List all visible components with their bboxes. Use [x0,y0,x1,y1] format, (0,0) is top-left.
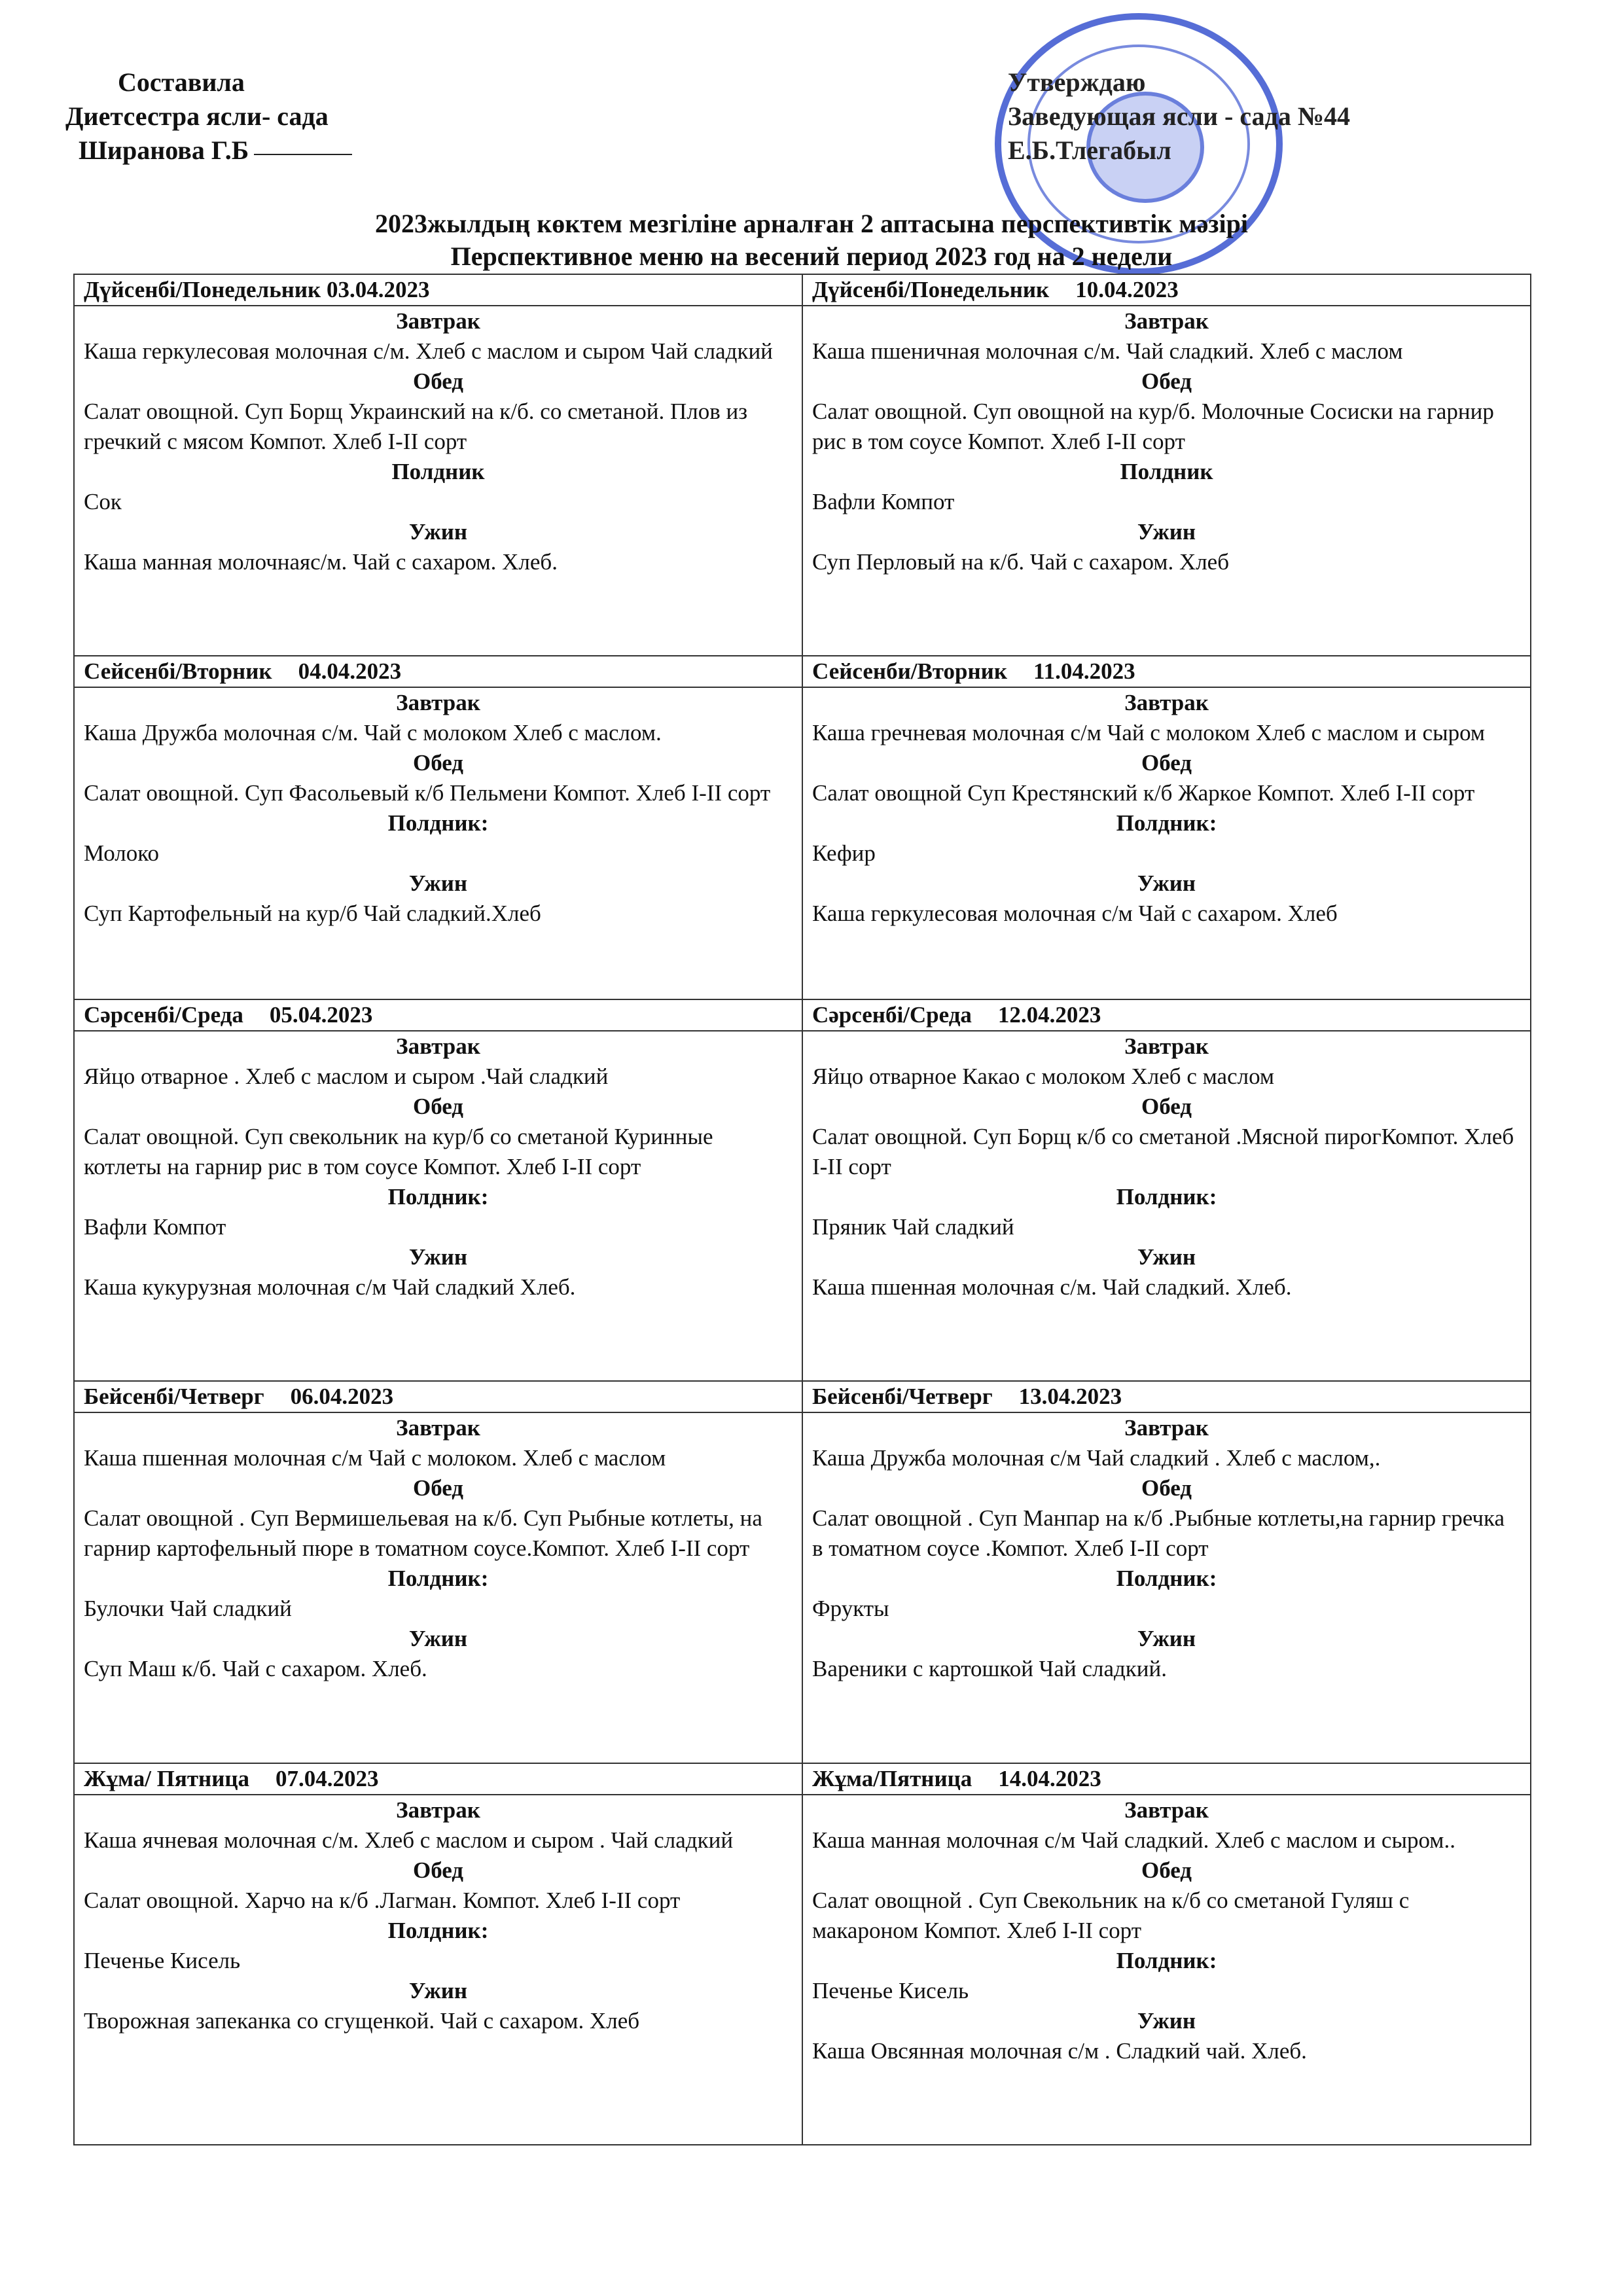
day-header-left [74,656,802,687]
signature-line [254,154,352,155]
day-header-row [74,656,1531,687]
day-header-right [802,656,1531,687]
breakfast-text: Каша ячневая молочная с/м. Хлеб с маслом и сыром . Чай сладкий [84,1827,734,1853]
snack-label: Полдник [1120,459,1213,484]
day-name: Бейсенбі/Четверг [812,1384,993,1410]
dinner-text: Каша геркулесовая молочная с/м Чай с сахаром. Хлеб [812,901,1338,927]
lunch-text: Салат овощной. Суп Борщ Украинский на к/б. со сметаной. Плов из гречкий с мясом Компот. Хлеб I-II сорт [84,399,748,454]
dinner-text: Суп Перловый на к/б. Чай с сахаром. Хлеб [812,549,1230,575]
snack-text: Вафли Компот [812,489,955,514]
lunch-text: Салат овощной. Суп Борщ к/б со сметаной .Мясной пирогКомпот. Хлеб I-II сорт [812,1123,1514,1179]
lunch-label: Обед [412,1093,464,1119]
lunch-text: Салат овощной. Харчо на к/б .Лагман. Компот. Хлеб I-II сорт [84,1887,681,1913]
breakfast-label: Завтрак [1124,308,1209,334]
day-header-row [74,1763,1531,1795]
menu-table [73,274,1531,2145]
day-name: Жұма/ Пятница [84,1765,250,1791]
lunch-text: Салат овощной . Суп Вермишельевая на к/б. Суп Рыбные котлеты, на гарнир картофельный пюре в томатном соусе.Компот. Хлеб I-II сорт [84,1505,762,1562]
day-menu-left [74,1795,802,2145]
snack-text: Вафли Компот [84,1213,226,1240]
lunch-label: Обед [412,750,464,776]
dinner-label: Ужин [1137,2007,1196,2034]
lunch-label: Обед [1141,1475,1192,1501]
day-name: Дүйсенбі/Понедельник [812,277,1050,302]
day-header-right [802,999,1531,1031]
breakfast-label: Завтрак [396,1415,480,1441]
dinner-label: Ужин [408,1977,468,2003]
snack-label: Полдник: [387,1566,489,1592]
day-menu-row [74,687,1531,999]
snack-text: Кефир [812,840,876,867]
snack-label: Полдник: [387,810,489,836]
day-menu-left [74,306,802,656]
day-menu-left [74,1031,802,1381]
day-header-row [74,999,1531,1031]
snack-label: Полдник: [387,1917,489,1943]
lunch-label: Обед [1141,750,1192,776]
lunch-label: Обед [412,1857,464,1883]
day-menu-row [74,1412,1531,1763]
snack-text: Фрукты [812,1596,889,1622]
composed-by-label: Составила [118,67,245,97]
lunch-label: Обед [412,1475,464,1501]
dinner-label: Ужин [408,1626,468,1652]
lunch-text: Салат овощной . Суп Свекольник на к/б со сметаной Гуляш с макароном Компот. Хлеб I-II сорт [812,1887,1410,1943]
dinner-text: Каша пшенная молочная с/м. Чай сладкий. Хлеб. [812,1274,1292,1300]
head-title: Заведующая ясли - сада №44 [1008,101,1351,131]
breakfast-text: Каша пшеничная молочная с/м. Чай сладкий. Хлеб с маслом [812,338,1403,364]
snack-text: Булочки Чай сладкий [84,1596,292,1622]
breakfast-label: Завтрак [1124,1033,1209,1059]
day-header-left [74,1381,802,1412]
day-menu-right [802,1795,1531,2145]
breakfast-text: Каша геркулесовая молочная с/м. Хлеб с маслом и сыром Чай сладкий [84,338,773,364]
snack-text: Пряник Чай сладкий [812,1213,1014,1240]
day-name: Сейсенбі/Вторник [84,658,272,685]
breakfast-text: Каша Дружба молочная с/м Чай сладкий . Хлеб с маслом,. [812,1445,1381,1471]
dinner-text: Творожная запеканка со сгущенкой. Чай с сахаром. Хлеб [84,2007,640,2034]
day-header-row [74,1381,1531,1412]
lunch-label: Обед [1141,1857,1192,1883]
day-menu-left [74,1412,802,1763]
snack-text: Печенье Кисель [84,1947,241,1973]
dinner-label: Ужин [1137,1244,1196,1270]
title-kazakh: 2023жылдың көктем мезгіліне арналған 2 аптасына перспективтік мәзірі [375,209,1248,238]
day-header-left [74,274,802,306]
breakfast-text: Яйцо отварное Какао с молоком Хлеб с маслом [812,1063,1275,1089]
day-menu-right [802,1412,1531,1763]
day-header-left [74,1763,802,1795]
day-menu-left [74,687,802,999]
dinner-label: Ужин [408,519,468,545]
header-left [65,65,432,168]
dinner-label: Ужин [1137,1626,1196,1652]
day-name: Жұма/Пятница [812,1765,972,1791]
snack-label: Полдник: [1116,1183,1217,1210]
breakfast-label: Завтрак [1124,1415,1209,1441]
day-name: Дүйсенбі/Понедельник 03.04.2023 [84,277,430,302]
breakfast-label: Завтрак [1124,1797,1209,1823]
day-name: Сәрсенбі/Среда [812,1001,972,1028]
breakfast-text: Яйцо отварное . Хлеб с маслом и сыром .Чай сладкий [84,1063,609,1089]
day-date: 07.04.2023 [276,1765,379,1791]
breakfast-text: Каша Дружба молочная с/м. Чай с молоком Хлеб с маслом. [84,720,662,746]
day-date: 06.04.2023 [290,1384,394,1410]
day-date: 11.04.2023 [1033,658,1135,685]
dinner-label: Ужин [408,1244,468,1270]
lunch-label: Обед [1141,1093,1192,1119]
day-menu-right [802,1031,1531,1381]
day-menu-row [74,306,1531,656]
day-menu-row [74,1031,1531,1381]
snack-label: Полдник [391,459,485,484]
day-header-right [802,1381,1531,1412]
breakfast-text: Каша пшенная молочная с/м Чай с молоком. Хлеб с маслом [84,1445,666,1471]
day-header-right [802,274,1531,306]
day-menu-right [802,306,1531,656]
dinner-text: Каша Овсянная молочная с/м . Сладкий чай. Хлеб. [812,2037,1307,2064]
snack-label: Полдник: [1116,1947,1217,1973]
day-date: 14.04.2023 [998,1765,1101,1791]
snack-label: Полдник: [1116,1566,1217,1592]
day-header-right [802,1763,1531,1795]
header-right [1008,65,1531,168]
breakfast-label: Завтрак [396,308,480,334]
breakfast-label: Завтрак [1124,690,1209,716]
day-date: 05.04.2023 [269,1001,373,1028]
day-name: Бейсенбі/Четверг [84,1384,264,1410]
day-date: 12.04.2023 [997,1001,1101,1028]
day-date: 04.04.2023 [298,658,402,685]
snack-text: Молоко [84,840,159,867]
snack-label: Полдник: [387,1183,489,1210]
dinner-text: Вареники с картошкой Чай сладкий. [812,1656,1168,1682]
lunch-text: Салат овощной. Суп овощной на кур/б. Молочные Сосиски на гарнир рис в том соусе Компот. Хлеб I-II сорт [812,399,1494,454]
day-date: 13.04.2023 [1018,1384,1122,1410]
day-header-left [74,999,802,1031]
lunch-label: Обед [1141,368,1192,394]
breakfast-text: Каша гречневая молочная с/м Чай с молоком Хлеб с маслом и сыром [812,720,1486,746]
dinner-text: Каша манная молочнаяс/м. Чай с сахаром. Хлеб. [84,549,558,575]
dinner-label: Ужин [1137,519,1196,545]
dietitian-name: Ширанова Г.Б [79,135,249,165]
dinner-label: Ужин [1137,870,1196,897]
dinner-text: Суп Картофельный на кур/б Чай сладкий.Хлеб [84,901,541,927]
lunch-text: Салат овощной Суп Крестянский к/б Жаркое Компот. Хлеб I-II сорт [812,780,1475,806]
snack-text: Печенье Кисель [812,1977,969,2003]
day-date: 10.04.2023 [1075,277,1179,302]
dietitian-title: Диетсестра ясли- сада [65,101,329,131]
dinner-text: Каша кукурузная молочная с/м Чай сладкий Хлеб. [84,1274,576,1300]
dinner-text: Суп Маш к/б. Чай с сахаром. Хлеб. [84,1656,427,1682]
day-menu-right [802,687,1531,999]
dinner-label: Ужин [408,870,468,897]
breakfast-label: Завтрак [396,1033,480,1059]
day-header-row [74,274,1531,306]
snack-text: Сок [84,489,122,514]
lunch-label: Обед [412,368,464,394]
lunch-text: Салат овощной . Суп Манпар на к/б .Рыбные котлеты,на гарнир гречка в томатном соусе .Компот. Хлеб I-II сорт [812,1505,1505,1562]
day-name: Сейсенби/Вторник [812,658,1007,685]
snack-label: Полдник: [1116,810,1217,836]
breakfast-label: Завтрак [396,690,480,716]
breakfast-label: Завтрак [396,1797,480,1823]
day-menu-row [74,1795,1531,2145]
title-russian: Перспективное меню на весений период 2023 год на 2 недели [450,242,1173,271]
lunch-text: Салат овощной. Суп свекольник на кур/б со сметаной Куринные котлеты на гарнир рис в том соусе Компот. Хлеб I-II сорт [84,1123,713,1179]
day-name: Сәрсенбі/Среда [84,1001,243,1028]
lunch-text: Салат овощной. Суп Фасольевый к/б Пельмени Компот. Хлеб I-II сорт [84,780,771,806]
approved-label: Утверждаю [1008,67,1146,97]
breakfast-text: Каша манная молочная с/м Чай сладкий. Хлеб с маслом и сыром.. [812,1827,1455,1853]
head-name: Е.Б.Тлегабыл [1008,135,1171,165]
